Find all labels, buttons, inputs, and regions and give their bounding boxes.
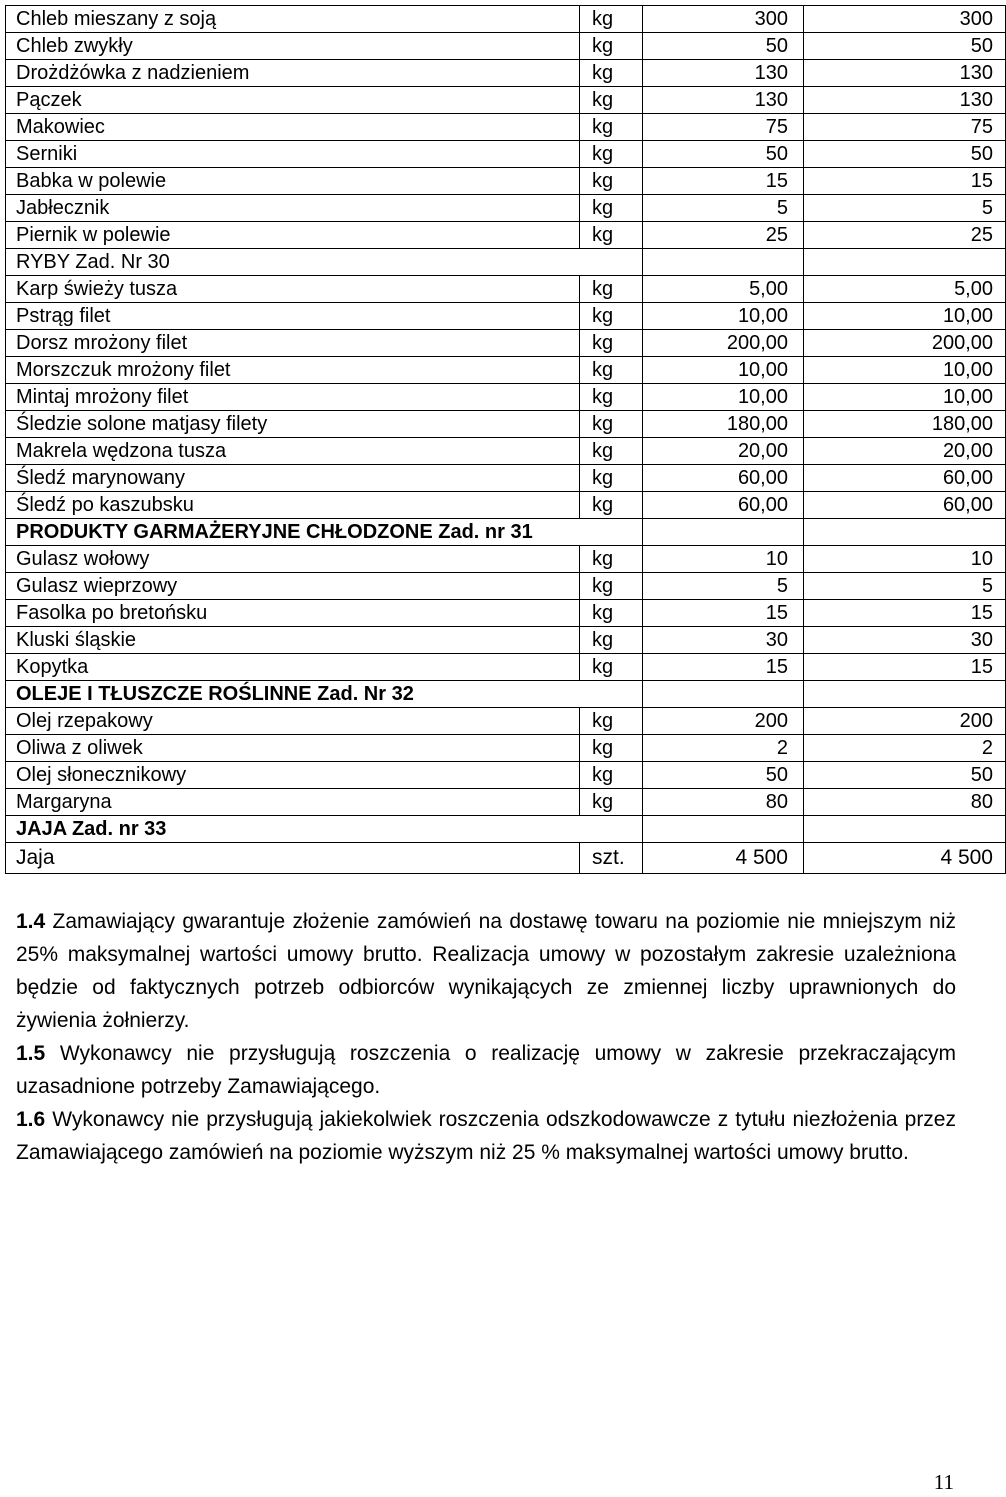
table-row [6,546,1006,573]
max-quantity-cell: 2 [804,735,1006,762]
max-quantity-cell: 25 [804,222,1006,249]
paragraph-number: 1.4 [16,910,46,933]
product-name-cell: Śledź marynowany [6,465,580,492]
unit-cell: kg [580,573,643,600]
empty-cell [643,816,804,843]
section-title: RYBY Zad. Nr 30 [6,249,580,276]
empty-cell [804,816,1006,843]
max-quantity-cell: 5,00 [804,276,1006,303]
product-name-cell: Morszczuk mrożony filet [6,357,580,384]
quantity-cell: 50 [643,762,804,789]
quantity-cell: 15 [643,168,804,195]
table-row [6,654,1006,681]
page-number: 11 [933,1470,954,1494]
table-body [6,6,1006,874]
empty-cell [580,681,643,708]
unit-cell: kg [580,492,643,519]
table-row [6,789,1006,816]
max-quantity-cell: 200 [804,708,1006,735]
max-quantity-cell: 50 [804,141,1006,168]
quantity-cell: 10,00 [643,357,804,384]
quantity-cell: 200 [643,708,804,735]
max-quantity-cell: 5 [804,573,1006,600]
quantity-cell: 10 [643,546,804,573]
table-row [6,762,1006,789]
unit-cell: kg [580,789,643,816]
product-name-cell: Pączek [6,87,580,114]
product-name-cell: Pstrąg filet [6,303,580,330]
table-row [6,33,1006,60]
quantity-cell: 180,00 [643,411,804,438]
product-name-cell: Jaja [6,843,580,874]
table-row [6,465,1006,492]
product-name-cell: Gulasz wołowy [6,546,580,573]
unit-cell: kg [580,195,643,222]
max-quantity-cell: 200,00 [804,330,1006,357]
section-title: PRODUKTY GARMAŻERYJNE CHŁODZONE Zad. nr 31 [6,519,580,546]
unit-cell: kg [580,276,643,303]
max-quantity-cell: 75 [804,114,1006,141]
unit-cell: szt. [580,843,643,874]
product-name-cell: Dorsz mrożony filet [6,330,580,357]
unit-cell: kg [580,384,643,411]
section-header-row [6,249,1006,276]
product-name-cell: Olej słonecznikowy [6,762,580,789]
table-row [6,627,1006,654]
quantity-cell: 5 [643,573,804,600]
section-header-row [6,681,1006,708]
max-quantity-cell: 180,00 [804,411,1006,438]
table-row [6,411,1006,438]
unit-cell: kg [580,762,643,789]
product-name-cell: Fasolka po bretońsku [6,600,580,627]
paragraph-text: Wykonawcy nie przysługują roszczenia o realizację umowy w zakresie przekraczającym uzasadnione potrzeby Zamawiającego. [16,1042,956,1098]
product-name-cell: Gulasz wieprzowy [6,573,580,600]
unit-cell: kg [580,357,643,384]
quantity-cell: 4 500 [643,843,804,874]
section-header-row [6,816,1006,843]
max-quantity-cell: 4 500 [804,843,1006,874]
product-name-cell: Babka w polewie [6,168,580,195]
section-header-row [6,519,1006,546]
quantity-cell: 15 [643,600,804,627]
max-quantity-cell: 15 [804,168,1006,195]
quantity-cell: 130 [643,87,804,114]
unit-cell: kg [580,60,643,87]
product-name-cell: Chleb mieszany z soją [6,6,580,33]
paragraph-1-4 [16,905,956,1037]
product-name-cell: Olej rzepakowy [6,708,580,735]
max-quantity-cell: 20,00 [804,438,1006,465]
product-name-cell: Chleb zwykły [6,33,580,60]
unit-cell: kg [580,546,643,573]
max-quantity-cell: 50 [804,762,1006,789]
max-quantity-cell: 60,00 [804,465,1006,492]
max-quantity-cell: 300 [804,6,1006,33]
paragraph-1-6 [16,1103,956,1169]
table-row [6,600,1006,627]
unit-cell: kg [580,627,643,654]
unit-cell: kg [580,735,643,762]
table-row [6,492,1006,519]
empty-cell [580,816,643,843]
table-row [6,141,1006,168]
table-row [6,438,1006,465]
max-quantity-cell: 10,00 [804,384,1006,411]
product-name-cell: Margaryna [6,789,580,816]
table-row [6,6,1006,33]
unit-cell: kg [580,465,643,492]
paragraph-text: Zamawiający gwarantuje złożenie zamówień na dostawę towaru na poziomie nie mniejszym niż 25% maksymalnej wartości umowy brutto. Realizacja umowy w pozostałym zakresie uzależniona będzie od faktycznych potrzeb odbiorców wynikających ze zmiennej liczby uprawnionych do żywienia żołnierzy. [16,910,956,1032]
product-name-cell: Karp świeży tusza [6,276,580,303]
empty-cell [643,249,804,276]
unit-cell: kg [580,654,643,681]
quantity-cell: 75 [643,114,804,141]
product-name-cell: Oliwa z oliwek [6,735,580,762]
table-row [6,276,1006,303]
section-title: OLEJE I TŁUSZCZE ROŚLINNE Zad. Nr 32 [6,681,580,708]
table-row [6,573,1006,600]
quantity-cell: 15 [643,654,804,681]
max-quantity-cell: 60,00 [804,492,1006,519]
unit-cell: kg [580,33,643,60]
quantity-cell: 30 [643,627,804,654]
product-name-cell: Kluski śląskie [6,627,580,654]
max-quantity-cell: 5 [804,195,1006,222]
quantity-cell: 2 [643,735,804,762]
max-quantity-cell: 10,00 [804,303,1006,330]
quantity-cell: 60,00 [643,492,804,519]
unit-cell: kg [580,303,643,330]
unit-cell: kg [580,330,643,357]
unit-cell: kg [580,438,643,465]
product-name-cell: Śledzie solone matjasy filety [6,411,580,438]
max-quantity-cell: 15 [804,600,1006,627]
max-quantity-cell: 30 [804,627,1006,654]
empty-cell [580,249,643,276]
paragraph-number: 1.5 [16,1042,46,1065]
quantity-cell: 50 [643,33,804,60]
quantity-cell: 20,00 [643,438,804,465]
empty-cell [643,519,804,546]
product-quantity-table [5,5,1006,874]
product-name-cell: Kopytka [6,654,580,681]
product-name-cell: Serniki [6,141,580,168]
table-row [6,168,1006,195]
table-row [6,708,1006,735]
quantity-cell: 300 [643,6,804,33]
table-row [6,384,1006,411]
quantity-cell: 5,00 [643,276,804,303]
paragraph-text: Wykonawcy nie przysługują jakiekolwiek roszczenia odszkodowawcze z tytułu niezłożenia przez Zamawiającego zamówień na poziomie wyższym niż 25 % maksymalnej wartości umowy brutto. [16,1108,956,1164]
quantity-cell: 50 [643,141,804,168]
table-row [6,357,1006,384]
empty-cell [643,681,804,708]
product-name-cell: Drożdżówka z nadzieniem [6,60,580,87]
quantity-cell: 130 [643,60,804,87]
product-name-cell: Śledź po kaszubsku [6,492,580,519]
paragraph-number: 1.6 [16,1108,46,1131]
empty-cell [804,681,1006,708]
unit-cell: kg [580,411,643,438]
max-quantity-cell: 80 [804,789,1006,816]
max-quantity-cell: 10 [804,546,1006,573]
unit-cell: kg [580,222,643,249]
table-row [6,303,1006,330]
section-title: JAJA Zad. nr 33 [6,816,580,843]
unit-cell: kg [580,708,643,735]
table-row [6,222,1006,249]
quantity-cell: 10,00 [643,303,804,330]
product-name-cell: Jabłecznik [6,195,580,222]
table-row [6,87,1006,114]
product-name-cell: Makowiec [6,114,580,141]
quantity-cell: 25 [643,222,804,249]
contract-terms-text [16,905,956,1169]
quantity-cell: 60,00 [643,465,804,492]
unit-cell: kg [580,600,643,627]
table-row [6,735,1006,762]
empty-cell [580,519,643,546]
max-quantity-cell: 15 [804,654,1006,681]
max-quantity-cell: 10,00 [804,357,1006,384]
max-quantity-cell: 130 [804,60,1006,87]
unit-cell: kg [580,87,643,114]
quantity-cell: 5 [643,195,804,222]
unit-cell: kg [580,141,643,168]
quantity-cell: 80 [643,789,804,816]
table-row [6,330,1006,357]
table-row [6,60,1006,87]
empty-cell [804,519,1006,546]
unit-cell: kg [580,114,643,141]
table-row [6,843,1006,874]
quantity-cell: 10,00 [643,384,804,411]
unit-cell: kg [580,168,643,195]
product-name-cell: Piernik w polewie [6,222,580,249]
max-quantity-cell: 130 [804,87,1006,114]
empty-cell [804,249,1006,276]
paragraph-1-5 [16,1037,956,1103]
product-name-cell: Mintaj mrożony filet [6,384,580,411]
unit-cell: kg [580,6,643,33]
table-row [6,195,1006,222]
table-row [6,114,1006,141]
max-quantity-cell: 50 [804,33,1006,60]
quantity-cell: 200,00 [643,330,804,357]
product-name-cell: Makrela wędzona tusza [6,438,580,465]
